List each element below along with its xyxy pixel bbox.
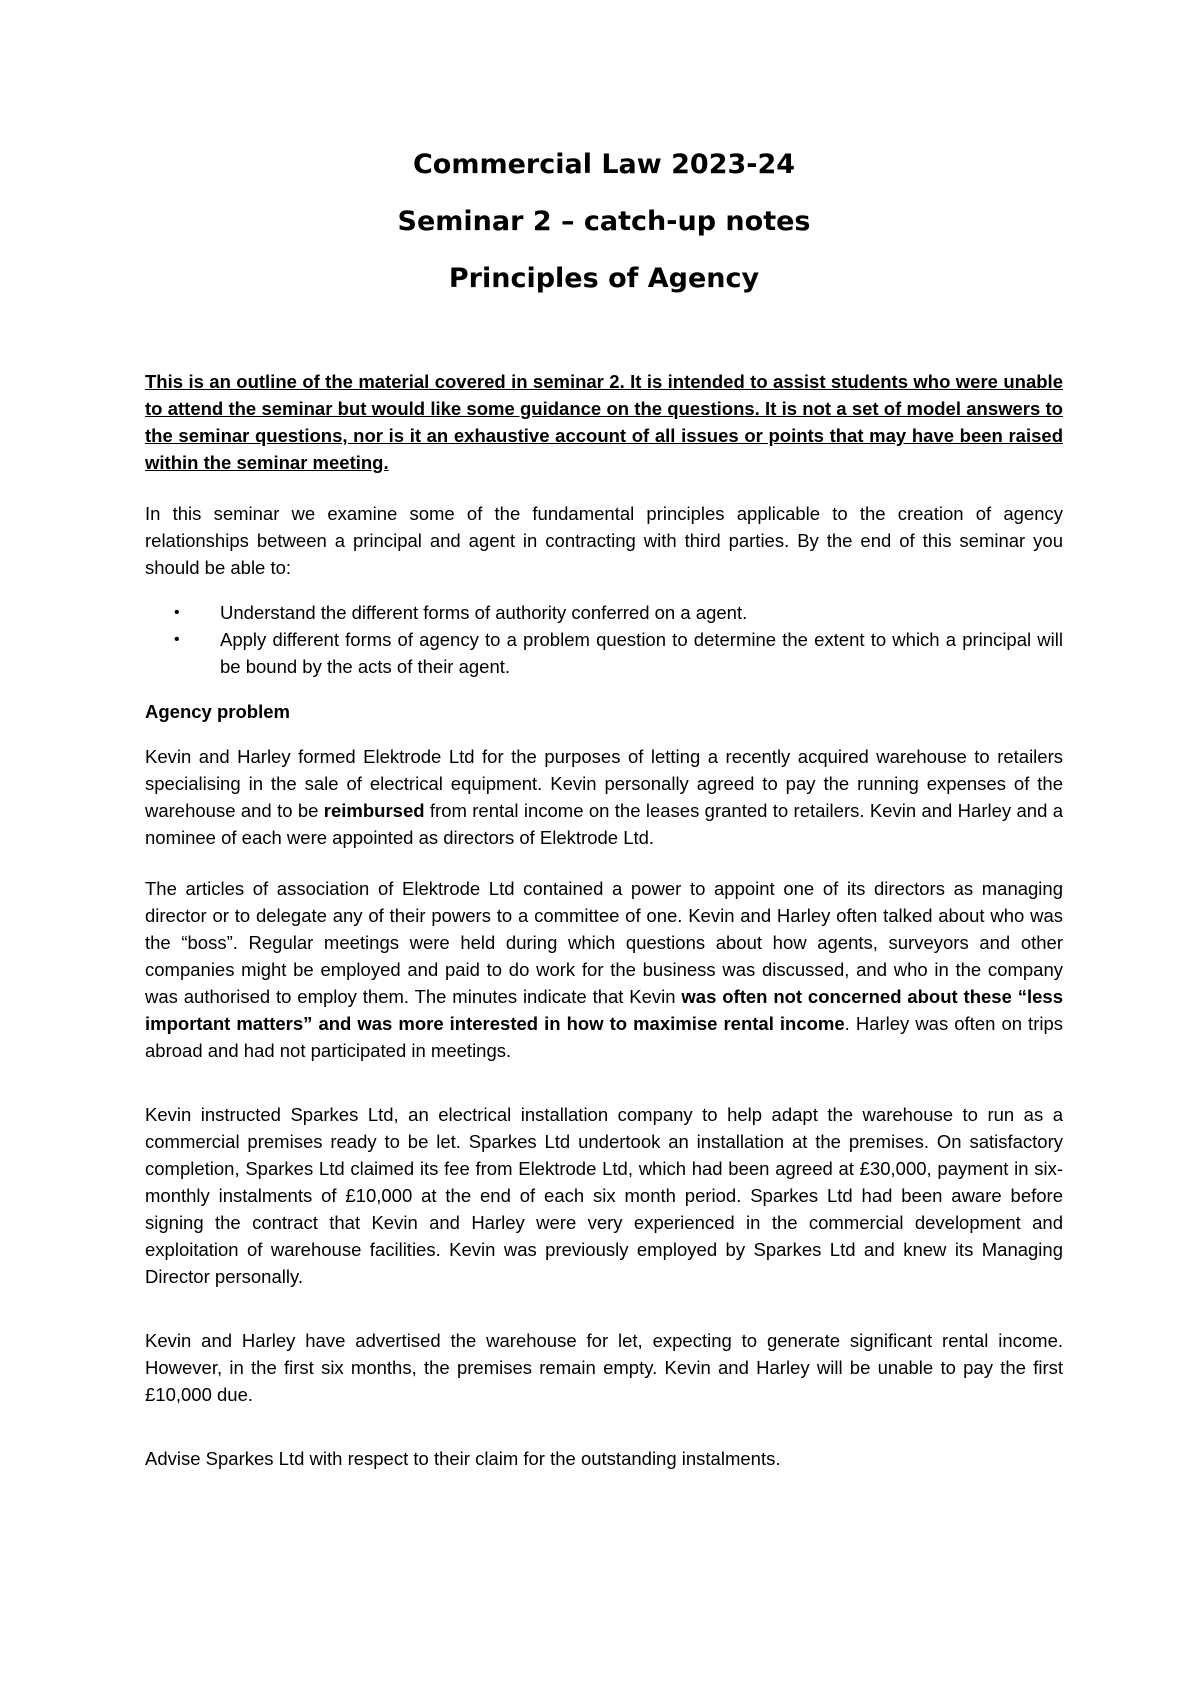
document-subtitle: Seminar 2 – catch-up notes — [397, 206, 811, 237]
overview-paragraph: In this seminar we examine some of the fundamental principles applicable to the creation of agency relationships between a principal and agent in contracting with third parties. By the end of this seminar you should be able to: — [145, 503, 1063, 578]
bullet-icon: • — [174, 631, 180, 648]
document-body — [145, 148, 1063, 1472]
objective-text: Apply different forms of agency to a problem question to determine the extent to which a principal will be bound by the acts of their agent. — [220, 629, 1063, 677]
problem-paragraph-3: Kevin instructed Sparkes Ltd, an electrical installation company to help adapt the warehouse to run as a commercial premises ready to be let. Sparkes Ltd undertook an installation at the premises. On satisfactory completion, Sparkes Ltd claimed its fee from Elektrode Ltd, which had been agreed at £30,000, payment in six-monthly instalments of £10,000 at the end of each six month period. Sparkes Ltd had been aware before signing the contract that Kevin and Harley were very experienced in the commercial development and exploitation of warehouse facilities. Kevin was previously employed by Sparkes Ltd and knew its Managing Director personally. — [145, 1104, 1063, 1287]
problem-heading: Agency problem — [145, 701, 290, 722]
bullet-icon: • — [174, 604, 180, 621]
problem-paragraph-2: The articles of association of Elektrode Ltd contained a power to appoint one of its directors as managing director or to delegate any of their powers to a committee of one. Kevin and Harley often talked about who was the “boss”. Regular meetings were held during which questions about how agents, surveyors and other companies might be employed and paid to do work for the business was discussed, and who in the company was authorised to employ them. The minutes indicate that Kevin was often not concerned about these “less important matters” and was more interested in how to maximise rental income. Harley was often on trips abroad and had not participated in meetings. — [145, 878, 1063, 1061]
objective-text: Understand the different forms of authority conferred on a agent. — [220, 602, 748, 623]
problem-question: Advise Sparkes Ltd with respect to their claim for the outstanding instalments. — [145, 1448, 781, 1469]
list-item — [145, 626, 1063, 680]
problem-paragraph-1: Kevin and Harley formed Elektrode Ltd for the purposes of letting a recently acquired warehouse to retailers specialising in the sale of electrical equipment. Kevin personally agreed to pay the running expenses of the warehouse and to be reimbursed from rental income on the leases granted to retailers. Kevin and Harley and a nominee of each were appointed as directors of Elektrode Ltd. — [145, 746, 1064, 848]
list-item — [145, 599, 1063, 626]
document-topic: Principles of Agency — [448, 263, 760, 294]
intro-notice: This is an outline of the material covered in seminar 2. It is intended to assist students who were unable to attend the seminar but would like some guidance on the questions. It is not a set of model answers to the seminar questions, nor is it an exhaustive account of all issues or points that may have been raised within the seminar meeting. — [145, 371, 1063, 473]
document-title: Commercial Law 2023-24 — [412, 149, 796, 180]
objectives-list — [145, 599, 1063, 680]
problem-paragraph-4: Kevin and Harley have advertised the warehouse for let, expecting to generate significant rental income. However, in the first six months, the premises remain empty. Kevin and Harley will be unable to pay the first £10,000 due. — [145, 1330, 1063, 1405]
